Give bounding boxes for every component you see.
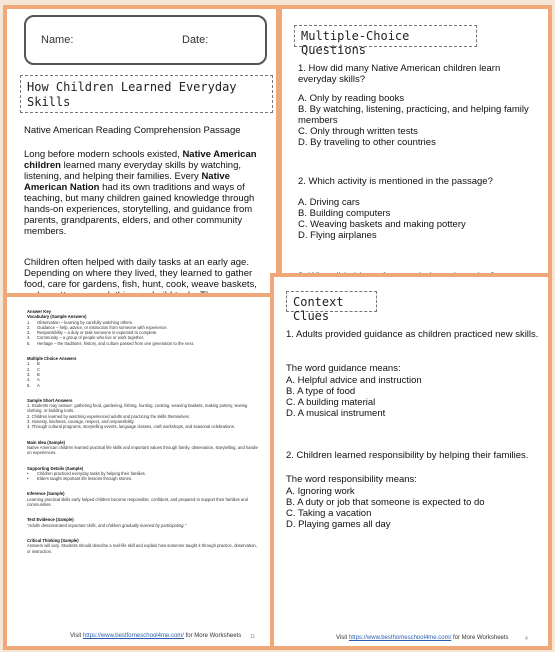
option: C. Taking a vacation [286, 508, 372, 519]
option: A. Driving cars [298, 197, 360, 208]
main-idea-text: Native American children learned practical life skills and important values through family, observation, storytelling, and hands-on experiences. [27, 444, 259, 456]
list-item: 3. B [27, 371, 40, 377]
answer-key-content [27, 309, 261, 554]
option: C. Only through written tests [298, 126, 418, 137]
list-item: • Elders taught important life lessons through stories. [27, 476, 133, 482]
passage-title: How Children Learned Everyday Skills [20, 75, 273, 113]
context-clues-title: Context Clues [286, 291, 377, 312]
option: D. Playing games all day [286, 519, 391, 530]
list-item: 2. Guidance – help, advice, or instruction from someone with experience. [27, 324, 168, 330]
option: B. A type of food [286, 386, 356, 397]
list-item: 1. Observation – learning by carefully watching others. [27, 319, 134, 325]
multiple-choice-title: Multiple-Choice Questions [294, 25, 477, 47]
mc-answers-list [27, 361, 261, 387]
list-item: 2. C [27, 366, 41, 372]
option: C. A building material [286, 397, 376, 408]
answer-key-heading: Answer Key [27, 309, 51, 314]
option: D. Flying airplanes [298, 230, 377, 241]
option: A. Only by reading books [298, 93, 405, 104]
list-item: 4. Community – a group of people who live or work together. [27, 335, 145, 341]
option: B. Building computers [298, 208, 391, 219]
option: A. Helpful advice and instruction [286, 375, 422, 386]
option: D. A musical instrument [286, 408, 386, 419]
passage-paragraph-2: Children often helped with daily tasks at an early age. Depending on where they lived, they learned to gather food, care for gardens, fish, hunt, cook, weave baskets, [24, 257, 257, 290]
list-item: 2. Children learned by watching experienced adults and practicing the skills themselves. [27, 413, 190, 419]
question-1-options [298, 93, 540, 148]
list-item: 1. Students may answer: gathering food, gardening, fishing, hunting, cooking, weaving baskets, making pottery, sewing clothing, or building tools. [27, 403, 248, 414]
multiple-choice-worksheet [278, 5, 552, 280]
passage-subtitle: Native American Reading Comprehension Passage [24, 125, 241, 136]
context-question-2: 2. Children learned responsibility by helping their families. [286, 450, 529, 461]
list-item: 4. A [27, 377, 40, 383]
text-evidence-text: "Adults demonstrated important skills, and children gradually learned by participating." [27, 522, 187, 528]
main-idea-heading: Main Idea (Sample) [27, 439, 65, 445]
critical-thinking-heading: Critical Thinking (Sample) [27, 537, 79, 543]
website-link[interactable]: https://www.besthomeschool4me.com/ [348, 635, 452, 641]
passage-paragraph-1: Long before modern schools existed, Native American children learned many everyday skills by watching, listening, and helping their families. Every Native American Nation had its own traditions and ways of teaching, but many children gained knowledge through hands-on experiences, storytelling, and guidance from parents, grandparents, elders, and other community members. [24, 149, 257, 237]
list-item: 1. B [27, 361, 40, 367]
answer-key-worksheet [3, 293, 279, 650]
vocab-heading: Vocabulary (Sample Answers) [27, 314, 87, 320]
mc-answers-heading: Multiple Choice Answers [27, 356, 77, 362]
text-evidence-heading: Text Evidence (Sample) [27, 517, 74, 523]
passage-worksheet [3, 5, 280, 305]
date-label: Date: [182, 34, 209, 46]
supporting-details-heading: Supporting Details (Sample) [27, 465, 84, 471]
list-item: 4. Through cultural programs, storytelling events, language classes, craft workshops, and seasonal celebrations. [27, 424, 236, 430]
list-item: 5. Heritage – the traditions, history, and culture passed from one generation to the next. [27, 340, 195, 346]
context-question-1-options [286, 375, 542, 419]
option: B. A duty or job that someone is expected to do [286, 497, 485, 508]
name-date-box [24, 15, 267, 65]
context-question-1: 1. Adults provided guidance as children practiced new skills. [286, 329, 539, 340]
context-question-2-prompt: The word responsibility means: [286, 474, 417, 485]
question-2-options [298, 197, 540, 241]
vocab-list [27, 320, 261, 346]
option: B. By watching, listening, practicing, and helping family members [298, 104, 529, 126]
short-answers-heading: Sample Short Answers [27, 397, 73, 403]
list-item: 5. A [27, 382, 40, 388]
option: C. Weaving baskets and making pottery [298, 219, 466, 230]
website-link[interactable]: https://www.bestforneschool4me.com/ [82, 633, 184, 639]
list-item: 3. Responsibility – a duty or task someone is expected to complete. [27, 330, 158, 336]
question-1: 1. How did many Native American children learn everyday skills? [298, 63, 501, 85]
inference-text: Learning practical skills early helped children become responsible, confident, and prepared to support their families and communities. [27, 496, 248, 508]
name-label: Name: [41, 34, 74, 46]
list-item: 3. Honesty, kindness, courage, respect, and responsibility. [27, 419, 135, 425]
question-2: 2. Which activity is mentioned in the passage? [298, 176, 493, 187]
footer: Visit https://www.bestforneschool4me.com/ for More Worksheets [70, 633, 242, 639]
list-item: • Children practiced everyday tasks by helping their families. [27, 470, 146, 476]
footer: Visit https://www.besthomeschool4me.com/ for More Worksheets [336, 635, 509, 641]
critical-thinking-text: Answers will vary. Students should describe a real-life skill and explain how someone taught it through practice, observation, or instruction. [27, 543, 257, 554]
inference-heading: Inference (Sample) [27, 491, 65, 497]
page-number: 4 [525, 636, 528, 642]
context-question-1-prompt: The word guidance means: [286, 363, 401, 374]
option: D. By traveling to other countries [298, 137, 436, 148]
option: A. Ignoring work [286, 486, 355, 497]
context-clues-worksheet [270, 273, 552, 650]
page-number: 11 [250, 634, 256, 640]
context-question-2-options [286, 486, 542, 530]
